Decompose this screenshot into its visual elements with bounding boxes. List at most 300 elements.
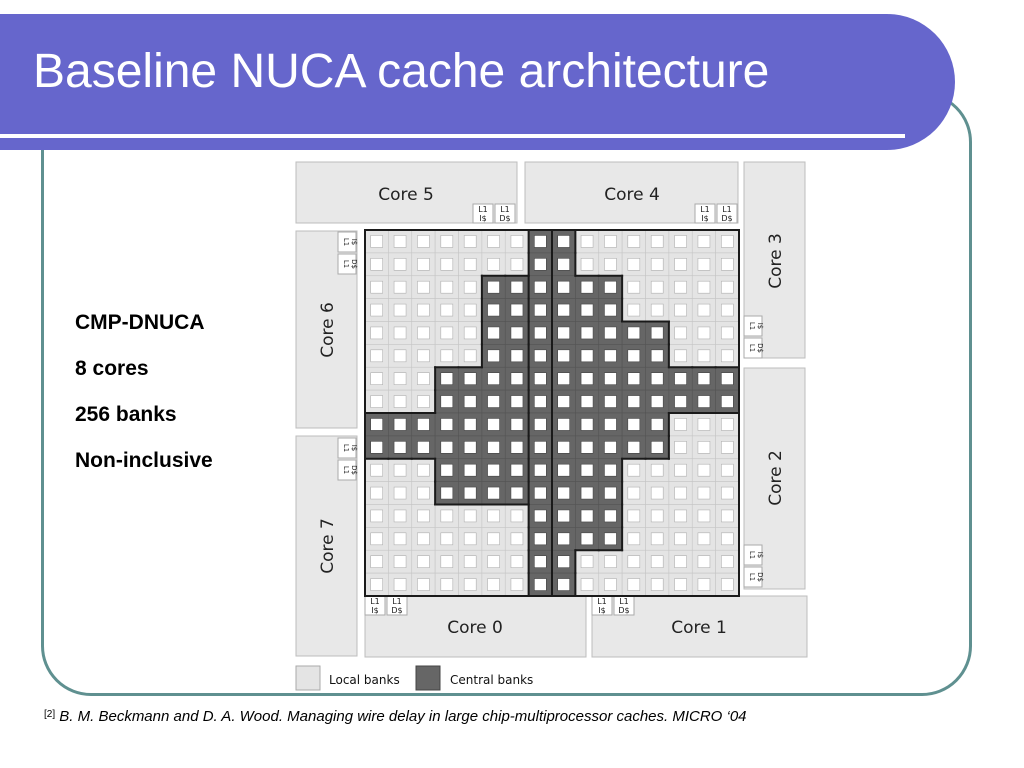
bank-square xyxy=(464,327,476,339)
bank-square xyxy=(464,487,476,499)
bank-square xyxy=(534,579,546,591)
bank-square xyxy=(371,350,383,362)
bank-square xyxy=(698,579,710,591)
bank-square xyxy=(488,327,500,339)
bank-square xyxy=(721,556,733,568)
bank-square xyxy=(558,510,570,522)
bank-square xyxy=(488,464,500,476)
bank-square xyxy=(604,373,616,385)
bank-square xyxy=(721,418,733,430)
bank-square xyxy=(534,441,546,453)
bank-square xyxy=(464,396,476,408)
bank-square xyxy=(558,327,570,339)
bank-square xyxy=(371,304,383,316)
bank-square xyxy=(698,373,710,385)
bank-square xyxy=(371,556,383,568)
l1-label: L1 xyxy=(342,465,350,475)
bank-square xyxy=(488,487,500,499)
bank-square xyxy=(675,510,687,522)
bank-square xyxy=(417,281,429,293)
bank-square xyxy=(604,487,616,499)
bank-square xyxy=(651,556,663,568)
core-6-label: Core 6 xyxy=(318,302,338,358)
bank-square xyxy=(651,510,663,522)
bank-square xyxy=(511,281,523,293)
bank-square xyxy=(604,579,616,591)
l1-label: L1 xyxy=(700,205,710,214)
bank-square xyxy=(441,579,453,591)
bank-square xyxy=(675,350,687,362)
dcache-label: D$ xyxy=(721,214,733,223)
bank-square xyxy=(488,533,500,545)
bank-square xyxy=(534,464,546,476)
l1-label: L1 xyxy=(478,205,488,214)
bank-square xyxy=(394,327,406,339)
bank-square xyxy=(651,579,663,591)
bank-square xyxy=(721,464,733,476)
core-3-label: Core 3 xyxy=(766,233,786,289)
bank-square xyxy=(604,556,616,568)
bank-square xyxy=(534,396,546,408)
bank-square xyxy=(394,235,406,247)
bank-square xyxy=(371,396,383,408)
bank-square xyxy=(628,258,640,270)
bank-square xyxy=(628,533,640,545)
bank-square xyxy=(511,556,523,568)
bank-square xyxy=(511,373,523,385)
bank-square xyxy=(675,373,687,385)
bank-grid xyxy=(365,230,739,596)
bank-square xyxy=(558,533,570,545)
l1-label: L1 xyxy=(748,343,756,353)
bank-square xyxy=(511,235,523,247)
bank-square xyxy=(394,418,406,430)
bank-square xyxy=(698,327,710,339)
bank-square xyxy=(651,327,663,339)
bank-square xyxy=(534,281,546,293)
bank-square xyxy=(417,396,429,408)
bank-square xyxy=(441,418,453,430)
central-banks-label: Central banks xyxy=(450,673,534,687)
bank-square xyxy=(651,418,663,430)
bank-square xyxy=(534,418,546,430)
bank-square xyxy=(511,418,523,430)
bank-square xyxy=(558,373,570,385)
bank-square xyxy=(721,281,733,293)
bank-square xyxy=(464,579,476,591)
bank-square xyxy=(511,487,523,499)
bank-square xyxy=(698,556,710,568)
bank-square xyxy=(464,350,476,362)
bank-square xyxy=(558,350,570,362)
bank-square xyxy=(558,441,570,453)
legend xyxy=(296,666,533,690)
bank-square xyxy=(721,441,733,453)
bank-square xyxy=(394,350,406,362)
bank-square xyxy=(417,373,429,385)
l1-label: L1 xyxy=(342,259,350,269)
bank-square xyxy=(721,235,733,247)
bank-square xyxy=(417,235,429,247)
bank-square xyxy=(628,510,640,522)
bank-square xyxy=(698,533,710,545)
bank-square xyxy=(628,350,640,362)
l1-label: L1 xyxy=(342,237,350,247)
bank-square xyxy=(558,396,570,408)
bank-square xyxy=(371,327,383,339)
bank-square xyxy=(604,350,616,362)
bank-square xyxy=(441,510,453,522)
bank-square xyxy=(394,510,406,522)
bank-square xyxy=(721,304,733,316)
bank-square xyxy=(488,235,500,247)
bank-square xyxy=(698,258,710,270)
bank-square xyxy=(534,510,546,522)
bank-square xyxy=(698,281,710,293)
bank-square xyxy=(721,579,733,591)
bank-square xyxy=(604,258,616,270)
bank-square xyxy=(651,304,663,316)
bank-square xyxy=(511,533,523,545)
bank-square xyxy=(558,556,570,568)
bank-square xyxy=(488,373,500,385)
bank-square xyxy=(581,464,593,476)
dcache-label: D$ xyxy=(756,572,764,582)
bank-square xyxy=(394,304,406,316)
bank-square xyxy=(604,510,616,522)
footnote xyxy=(44,708,747,725)
dcache-label: D$ xyxy=(756,343,764,353)
bank-square xyxy=(675,396,687,408)
bank-square xyxy=(371,258,383,270)
bank-square xyxy=(558,579,570,591)
core-5-label: Core 5 xyxy=(378,185,434,205)
bank-square xyxy=(441,281,453,293)
bank-square xyxy=(488,441,500,453)
bank-square xyxy=(581,441,593,453)
bank-square xyxy=(534,556,546,568)
bank-square xyxy=(628,396,640,408)
bank-square xyxy=(488,510,500,522)
icache-label: I$ xyxy=(701,214,709,223)
bank-square xyxy=(675,487,687,499)
bank-square xyxy=(417,418,429,430)
core-7-label: Core 7 xyxy=(318,518,338,574)
bullet-item: CMP-DNUCA xyxy=(75,311,205,334)
bank-square xyxy=(488,258,500,270)
bank-square xyxy=(675,441,687,453)
l1-label: L1 xyxy=(500,205,510,214)
bank-square xyxy=(721,258,733,270)
bank-square xyxy=(441,258,453,270)
bank-square xyxy=(394,533,406,545)
bank-square xyxy=(417,556,429,568)
bank-square xyxy=(441,327,453,339)
bank-square xyxy=(371,487,383,499)
bank-square xyxy=(464,235,476,247)
bank-square xyxy=(441,556,453,568)
bank-square xyxy=(488,556,500,568)
local-banks-swatch xyxy=(296,666,320,690)
bank-square xyxy=(534,327,546,339)
bank-square xyxy=(604,418,616,430)
bank-square xyxy=(651,533,663,545)
bank-square xyxy=(581,304,593,316)
footnote-ref: [2] xyxy=(44,709,56,720)
bank-square xyxy=(604,281,616,293)
bank-square xyxy=(581,487,593,499)
l1-label: L1 xyxy=(722,205,732,214)
bank-square xyxy=(721,373,733,385)
bank-square xyxy=(464,258,476,270)
bank-square xyxy=(464,556,476,568)
bank-square xyxy=(441,373,453,385)
bank-square xyxy=(511,510,523,522)
bank-square xyxy=(534,235,546,247)
bank-square xyxy=(675,579,687,591)
bank-square xyxy=(394,396,406,408)
bank-square xyxy=(371,464,383,476)
bullet-item: 256 banks xyxy=(75,403,177,426)
bank-square xyxy=(628,235,640,247)
bank-square xyxy=(534,258,546,270)
bank-square xyxy=(394,487,406,499)
bank-square xyxy=(441,533,453,545)
bank-square xyxy=(511,396,523,408)
bank-square xyxy=(721,327,733,339)
bank-square xyxy=(698,464,710,476)
l1-label: L1 xyxy=(370,597,380,606)
bank-square xyxy=(581,281,593,293)
bank-square xyxy=(651,281,663,293)
bank-square xyxy=(488,281,500,293)
bank-square xyxy=(604,441,616,453)
bank-square xyxy=(371,510,383,522)
bank-square xyxy=(698,304,710,316)
bank-square xyxy=(651,258,663,270)
central-banks-swatch xyxy=(416,666,440,690)
bank-square xyxy=(464,510,476,522)
bank-square xyxy=(581,533,593,545)
bank-square xyxy=(698,510,710,522)
bank-square xyxy=(534,304,546,316)
icache-label: I$ xyxy=(350,444,358,452)
bank-square xyxy=(675,556,687,568)
bank-square xyxy=(581,327,593,339)
bank-square xyxy=(417,487,429,499)
icache-label: I$ xyxy=(479,214,487,223)
bank-square xyxy=(417,327,429,339)
bank-square xyxy=(488,350,500,362)
bank-square xyxy=(581,556,593,568)
bank-square xyxy=(394,579,406,591)
bank-square xyxy=(464,304,476,316)
bank-square xyxy=(651,487,663,499)
bank-square xyxy=(371,533,383,545)
bank-square xyxy=(675,327,687,339)
dcache-label: D$ xyxy=(499,214,511,223)
dcache-label: D$ xyxy=(618,606,630,615)
bank-square xyxy=(417,464,429,476)
nuca-diagram xyxy=(290,158,812,694)
bank-square xyxy=(441,304,453,316)
bank-square xyxy=(628,441,640,453)
bank-square xyxy=(534,373,546,385)
bank-square xyxy=(558,281,570,293)
dcache-label: D$ xyxy=(350,259,358,269)
bank-square xyxy=(628,281,640,293)
bank-square xyxy=(698,441,710,453)
bank-square xyxy=(464,373,476,385)
bank-square xyxy=(371,235,383,247)
bank-square xyxy=(511,327,523,339)
bank-square xyxy=(698,235,710,247)
bank-square xyxy=(394,281,406,293)
bank-square xyxy=(511,304,523,316)
bank-square xyxy=(371,579,383,591)
bank-square xyxy=(511,258,523,270)
bank-square xyxy=(417,510,429,522)
bank-square xyxy=(628,418,640,430)
bank-square xyxy=(394,441,406,453)
bank-square xyxy=(417,441,429,453)
bank-square xyxy=(558,464,570,476)
bank-square xyxy=(394,258,406,270)
bank-square xyxy=(558,487,570,499)
bank-square xyxy=(721,487,733,499)
bank-square xyxy=(698,418,710,430)
bank-square xyxy=(628,327,640,339)
bank-square xyxy=(581,373,593,385)
bank-square xyxy=(651,235,663,247)
l1-label: L1 xyxy=(748,550,756,560)
core-2-label: Core 2 xyxy=(766,450,786,506)
bank-square xyxy=(628,556,640,568)
bank-square xyxy=(558,418,570,430)
bank-square xyxy=(651,350,663,362)
bank-square xyxy=(371,373,383,385)
bank-square xyxy=(698,396,710,408)
icache-label: I$ xyxy=(756,322,764,330)
bank-square xyxy=(534,487,546,499)
bank-square xyxy=(581,510,593,522)
bank-square xyxy=(464,441,476,453)
icache-label: I$ xyxy=(371,606,379,615)
core-4-label: Core 4 xyxy=(604,185,660,205)
icache-label: I$ xyxy=(350,238,358,246)
bank-square xyxy=(675,464,687,476)
l1-label: L1 xyxy=(342,443,350,453)
bank-square xyxy=(651,441,663,453)
bank-square xyxy=(675,304,687,316)
l1-label: L1 xyxy=(392,597,402,606)
bank-square xyxy=(417,258,429,270)
bank-square xyxy=(441,350,453,362)
l1-label: L1 xyxy=(748,321,756,331)
bank-square xyxy=(721,510,733,522)
bank-square xyxy=(604,464,616,476)
bank-square xyxy=(534,350,546,362)
bullet-item: 8 cores xyxy=(75,357,149,380)
bank-square xyxy=(511,441,523,453)
bank-square xyxy=(417,579,429,591)
bank-square xyxy=(394,373,406,385)
bank-square xyxy=(581,258,593,270)
bullet-list xyxy=(75,308,213,492)
bank-square xyxy=(371,281,383,293)
footnote-text: B. M. Beckmann and D. A. Wood. Managing wire delay in large chip-multiprocessor caches. MICRO ‘04 xyxy=(59,708,747,725)
bank-square xyxy=(698,487,710,499)
bank-square xyxy=(675,418,687,430)
bank-square xyxy=(628,373,640,385)
bank-square xyxy=(534,533,546,545)
bank-square xyxy=(511,579,523,591)
bank-square xyxy=(417,533,429,545)
bank-square xyxy=(675,533,687,545)
bank-square xyxy=(441,235,453,247)
bank-square xyxy=(581,579,593,591)
bank-square xyxy=(511,464,523,476)
bank-square xyxy=(581,418,593,430)
bank-square xyxy=(721,396,733,408)
bank-square xyxy=(604,396,616,408)
bank-square xyxy=(675,258,687,270)
bank-square xyxy=(371,418,383,430)
bank-square xyxy=(698,350,710,362)
l1-label: L1 xyxy=(597,597,607,606)
bank-square xyxy=(371,441,383,453)
bank-square xyxy=(441,396,453,408)
bank-square xyxy=(604,533,616,545)
bank-square xyxy=(581,396,593,408)
bank-square xyxy=(628,487,640,499)
bank-square xyxy=(651,464,663,476)
bank-square xyxy=(651,396,663,408)
bank-square xyxy=(604,235,616,247)
bank-square xyxy=(441,441,453,453)
l1-label: L1 xyxy=(619,597,629,606)
bank-square xyxy=(488,418,500,430)
bank-square xyxy=(394,464,406,476)
icache-label: I$ xyxy=(598,606,606,615)
bank-square xyxy=(394,556,406,568)
bank-square xyxy=(464,464,476,476)
bank-square xyxy=(558,258,570,270)
title-underline xyxy=(0,134,905,138)
bank-square xyxy=(417,350,429,362)
bank-square xyxy=(581,235,593,247)
core-0-label: Core 0 xyxy=(447,618,503,638)
core-1-label: Core 1 xyxy=(671,618,727,638)
local-banks-label: Local banks xyxy=(329,673,400,687)
bank-square xyxy=(628,464,640,476)
bank-square xyxy=(675,235,687,247)
l1-label: L1 xyxy=(748,572,756,582)
bank-square xyxy=(628,304,640,316)
bank-square xyxy=(604,304,616,316)
bank-square xyxy=(604,327,616,339)
bank-square xyxy=(721,350,733,362)
bank-square xyxy=(558,235,570,247)
bank-square xyxy=(581,350,593,362)
bank-square xyxy=(488,304,500,316)
bank-square xyxy=(464,418,476,430)
bank-square xyxy=(721,533,733,545)
bank-square xyxy=(441,487,453,499)
bank-square xyxy=(558,304,570,316)
slide-title: Baseline NUCA cache architecture xyxy=(33,45,770,98)
bank-square xyxy=(464,281,476,293)
